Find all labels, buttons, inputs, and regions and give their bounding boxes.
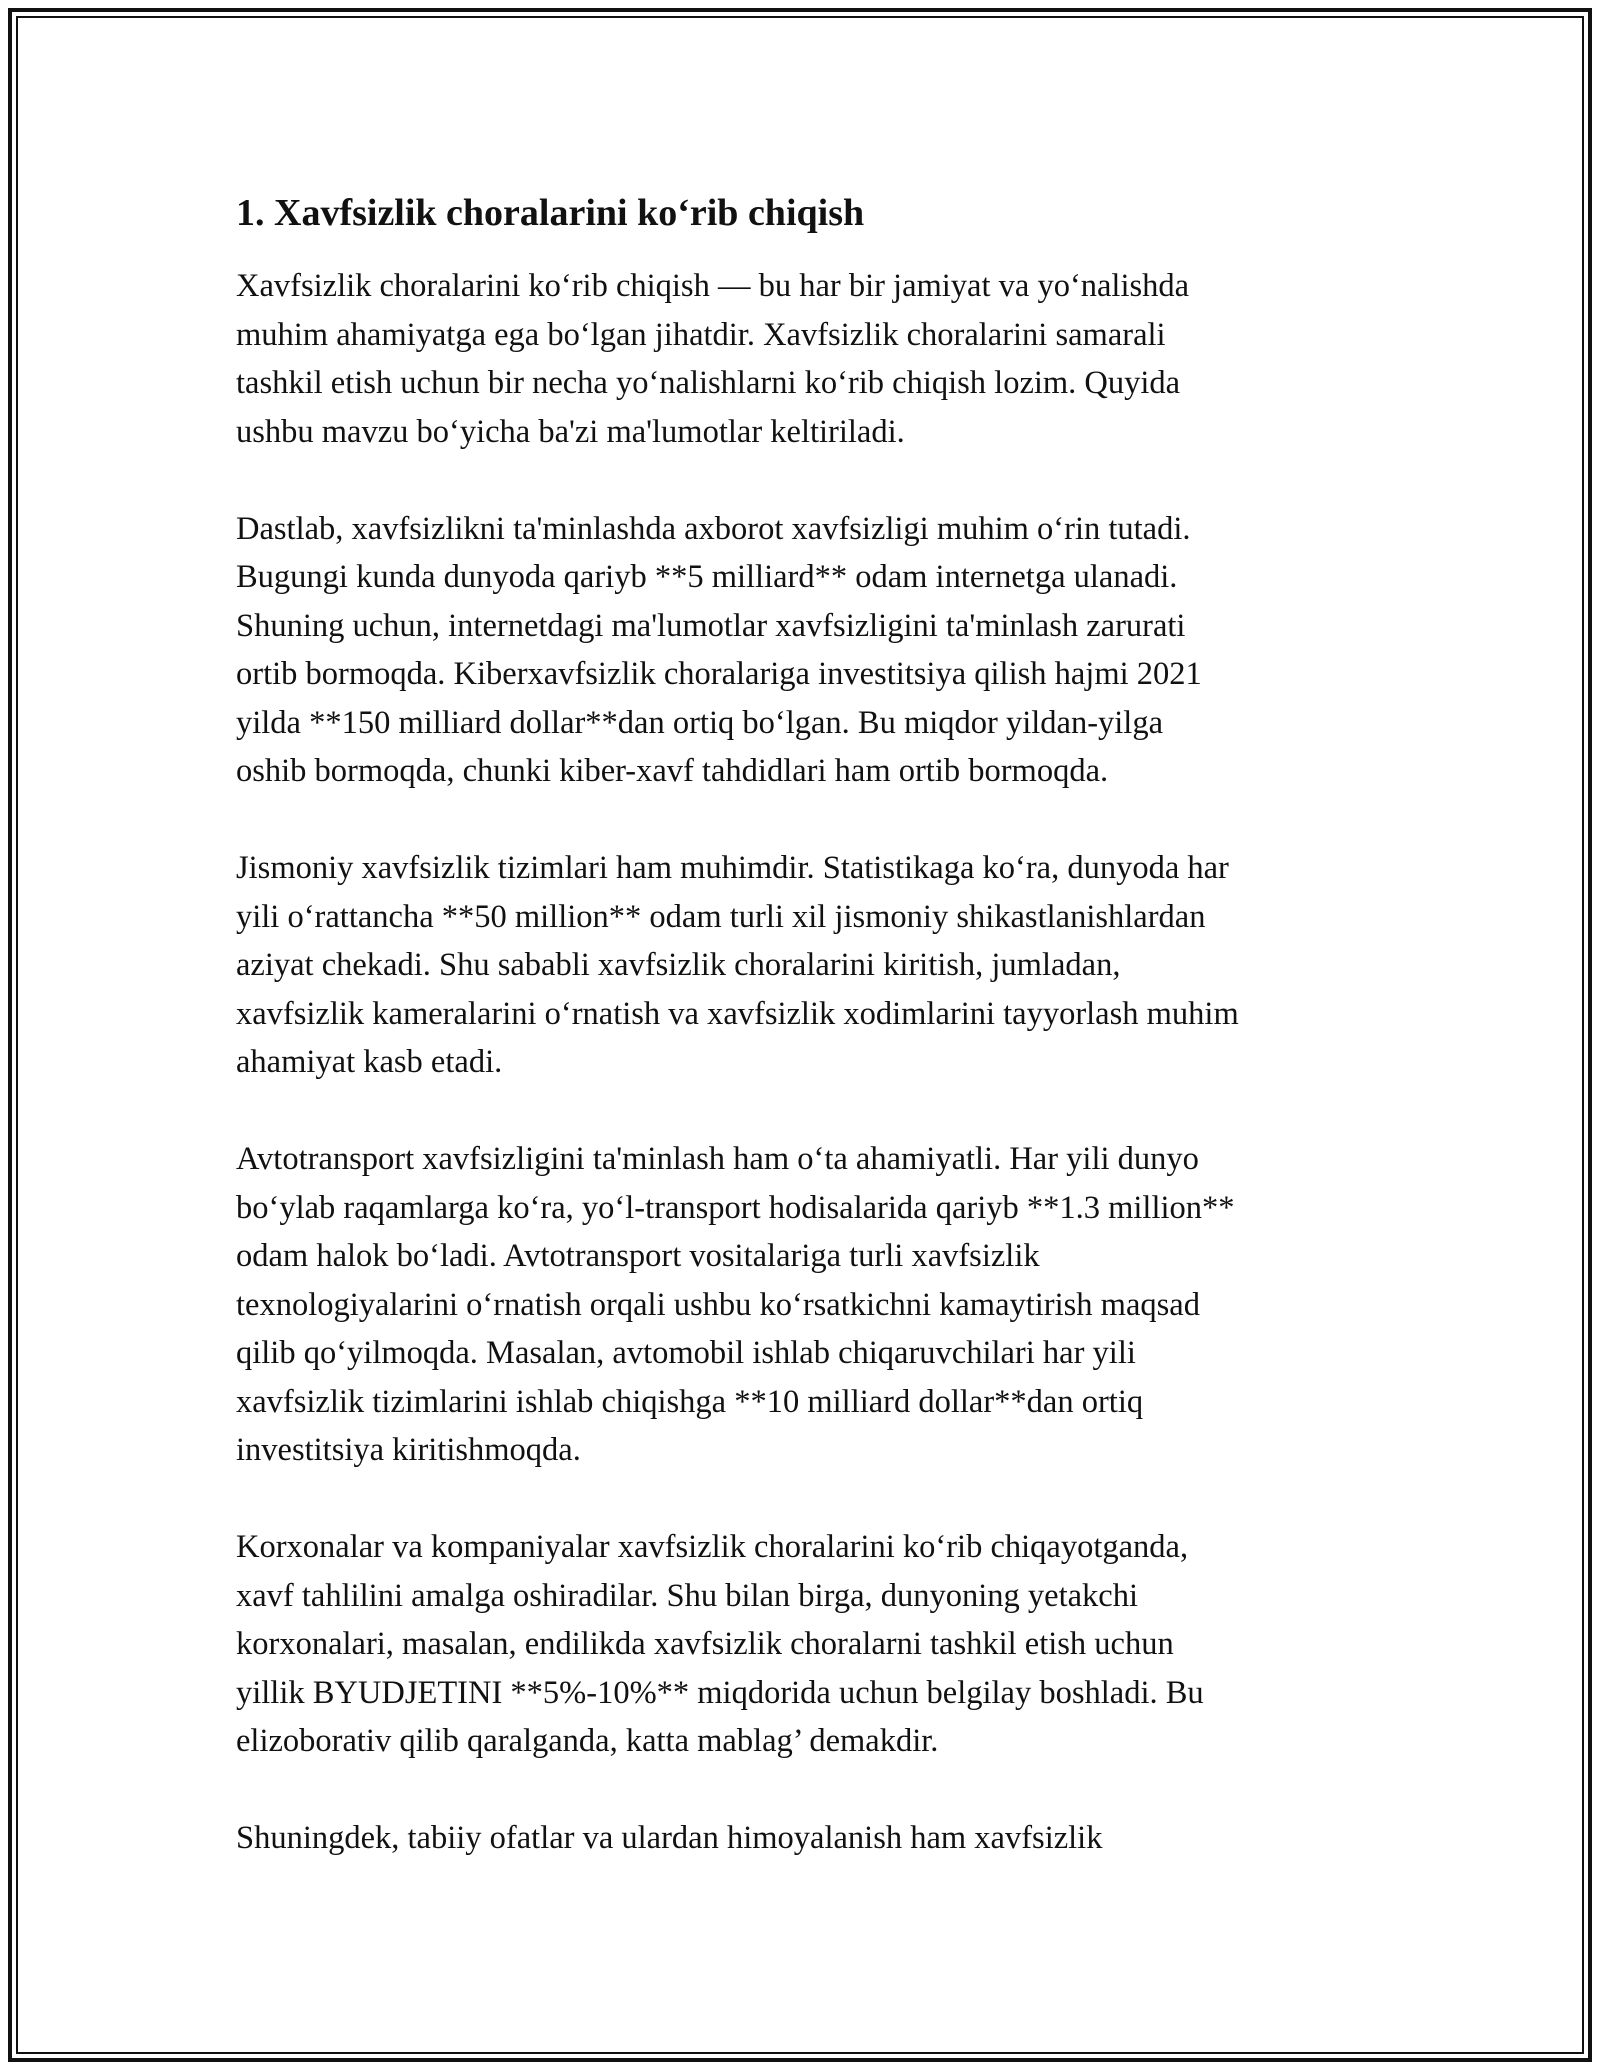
text-line: investitsiya kiritishmoqda. [236, 1432, 581, 1468]
text-line: xavf tahlilini amalga oshiradilar. Shu bilan birga, dunyoning yetakchi [236, 1577, 1138, 1614]
paragraph-intro [236, 262, 1386, 456]
text-line: yilda **150 milliard dollar**dan ortiq boʻlgan. Bu miqdor yildan-yilga [236, 704, 1163, 741]
text-line: texnologiyalarini oʻrnatish orqali ushbu koʻrsatkichni kamaytirish maqsad [236, 1286, 1200, 1323]
paragraph-information-security [236, 505, 1386, 796]
text-line: ushbu mavzu boʻyicha ba'zi ma'lumotlar keltiriladi. [236, 413, 905, 450]
text-line: Avtotransport xavfsizligini ta'minlash ham oʻta ahamiyatli. Har yili dunyo [236, 1141, 1199, 1177]
text-line: odam halok boʻladi. Avtotransport vositalariga turli xavfsizlik [236, 1238, 1040, 1274]
paragraph-corporate-security [236, 1523, 1386, 1766]
text-line: aziyat chekadi. Shu sababli xavfsizlik choralarini kiritish, jumladan, [236, 947, 1121, 983]
text-line: yili oʻrattancha **50 million** odam turli xil jismoniy shikastlanishlardan [236, 898, 1206, 935]
text-line: ahamiyat kasb etadi. [236, 1044, 503, 1080]
text-line: Shuning uchun, internetdagi ma'lumotlar xavfsizligini ta'minlash zarurati [236, 607, 1186, 644]
text-line: Jismoniy xavfsizlik tizimlari ham muhimdir. Statistikaga koʻra, dunyoda har [236, 850, 1229, 886]
text-line: yillik BYUDJETINI **5%-10%** miqdorida uchun belgilay boshladi. Bu [236, 1674, 1204, 1711]
paragraph-natural-disasters [236, 1814, 1386, 1863]
section-heading: 1. Xavfsizlik choralarini koʻrib chiqish [236, 192, 865, 234]
text-line: oshib bormoqda, chunki kiber-xavf tahdidlari ham ortib bormoqda. [236, 753, 1109, 789]
text-line: boʻylab raqamlarga koʻra, yoʻl-transport hodisalarida qariyb **1.3 million** [236, 1189, 1235, 1226]
text-line: tashkil etish uchun bir necha yoʻnalishlarni koʻrib chiqish lozim. Quyida [236, 365, 1181, 401]
text-line: xavfsizlik tizimlarini ishlab chiqishga **10 milliard dollar**dan ortiq [236, 1383, 1144, 1420]
text-line: Shuningdek, tabiiy ofatlar va ulardan himoyalanish ham xavfsizlik [236, 1820, 1103, 1856]
text-line: Korxonalar va kompaniyalar xavfsizlik choralarini koʻrib chiqayotganda, [236, 1529, 1189, 1565]
text-line: ortib bormoqda. Kiberxavfsizlik choralariga investitsiya qilish hajmi 2021 [236, 656, 1202, 692]
text-line: qilib qoʻyilmoqda. Masalan, avtomobil ishlab chiqaruvchilari har yili [236, 1335, 1136, 1371]
text-line: Dastlab, xavfsizlikni ta'minlashda axborot xavfsizligi muhim oʻrin tutadi. [236, 510, 1191, 547]
paragraph-vehicle-safety [236, 1135, 1386, 1475]
document-body [236, 186, 1386, 1911]
text-line: Bugungi kunda dunyoda qariyb **5 milliard** odam internetga ulanadi. [236, 559, 1178, 595]
text-line: xavfsizlik kameralarini oʻrnatish va xavfsizlik xodimlarini tayyorlash muhim [236, 995, 1239, 1032]
text-line: elizoborativ qilib qaralganda, katta mablag’ demakdir. [236, 1723, 939, 1759]
text-line: Xavfsizlik choralarini koʻrib chiqish — bu har bir jamiyat va yoʻnalishda [236, 268, 1190, 304]
text-line: muhim ahamiyatga ega boʻlgan jihatdir. Xavfsizlik choralarini samarali [236, 316, 1166, 353]
text-line: korxonalari, masalan, endilikda xavfsizlik choralarni tashkil etish uchun [236, 1626, 1174, 1662]
paragraph-physical-security [236, 844, 1386, 1087]
